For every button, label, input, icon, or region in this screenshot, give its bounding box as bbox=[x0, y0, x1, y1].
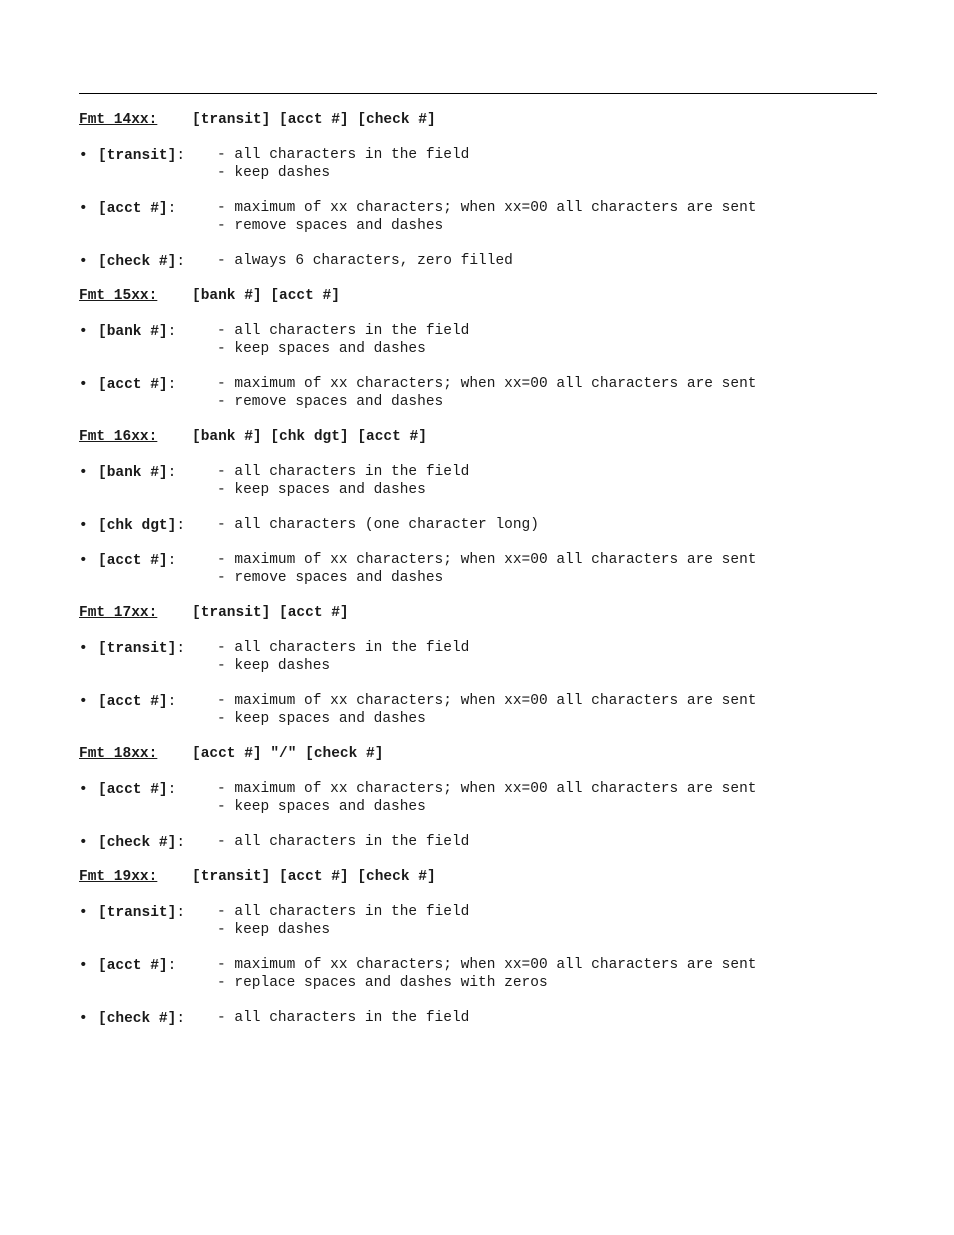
field-rule-item bbox=[79, 252, 879, 270]
field-name: [check #] bbox=[98, 254, 177, 270]
bullet-icon: • bbox=[79, 517, 88, 533]
field-rule-item bbox=[79, 833, 879, 851]
field-rule-item bbox=[79, 639, 879, 675]
field-name: [acct #] bbox=[98, 553, 168, 569]
section-heading bbox=[79, 111, 879, 129]
rule-line: - always 6 characters, zero filled bbox=[217, 253, 513, 269]
format-code: Fmt 14xx: bbox=[79, 112, 158, 128]
format-code: Fmt 18xx: bbox=[79, 746, 158, 762]
field-label bbox=[79, 692, 176, 710]
field-rule-item bbox=[79, 956, 879, 992]
rule-line: - all characters in the field bbox=[217, 904, 470, 920]
field-label bbox=[79, 322, 176, 340]
rule-line: - all characters in the field bbox=[217, 640, 470, 656]
field-rules bbox=[217, 146, 879, 182]
rule-line: - maximum of xx characters; when xx=00 all characters are sent bbox=[217, 552, 757, 568]
field-layout: [bank #] [acct #] bbox=[192, 288, 340, 304]
field-name: [acct #] bbox=[98, 201, 168, 217]
field-name: [acct #] bbox=[98, 958, 168, 974]
rule-line: - keep spaces and dashes bbox=[217, 341, 426, 357]
field-colon: : bbox=[167, 465, 177, 481]
field-rule-item bbox=[79, 146, 879, 182]
field-rule-item bbox=[79, 199, 879, 235]
field-label bbox=[79, 903, 185, 921]
bullet-icon: • bbox=[79, 781, 88, 797]
field-colon: : bbox=[176, 641, 186, 657]
rule-line: - all characters in the field bbox=[217, 147, 470, 163]
section-heading bbox=[79, 745, 879, 763]
field-colon: : bbox=[176, 148, 186, 164]
field-rule-item bbox=[79, 322, 879, 358]
field-colon: : bbox=[167, 694, 177, 710]
rule-line: - keep dashes bbox=[217, 165, 331, 181]
field-rule-item bbox=[79, 692, 879, 728]
bullet-icon: • bbox=[79, 323, 88, 339]
bullet-icon: • bbox=[79, 957, 88, 973]
field-label bbox=[79, 956, 176, 974]
field-layout: [bank #] [chk dgt] [acct #] bbox=[192, 429, 427, 445]
field-label bbox=[79, 146, 185, 164]
rule-line: - remove spaces and dashes bbox=[217, 570, 444, 586]
format-code: Fmt 15xx: bbox=[79, 288, 158, 304]
field-rule-item bbox=[79, 516, 879, 534]
field-name: [bank #] bbox=[98, 324, 168, 340]
format-section bbox=[79, 745, 879, 851]
field-rules bbox=[217, 551, 879, 587]
field-label bbox=[79, 375, 176, 393]
field-rule-item bbox=[79, 551, 879, 587]
field-colon: : bbox=[176, 518, 186, 534]
format-section bbox=[79, 868, 879, 1027]
format-code: Fmt 17xx: bbox=[79, 605, 158, 621]
bullet-icon: • bbox=[79, 834, 88, 850]
format-section bbox=[79, 604, 879, 728]
field-colon: : bbox=[167, 324, 177, 340]
rule-line: - maximum of xx characters; when xx=00 all characters are sent bbox=[217, 376, 757, 392]
format-section bbox=[79, 287, 879, 411]
format-section bbox=[79, 428, 879, 587]
field-layout: [transit] [acct #] [check #] bbox=[192, 869, 436, 885]
field-rules bbox=[217, 1009, 879, 1027]
field-rules bbox=[217, 903, 879, 939]
rule-line: - all characters in the field bbox=[217, 1010, 470, 1026]
field-colon: : bbox=[176, 1011, 186, 1027]
field-name: [transit] bbox=[98, 905, 177, 921]
rule-line: - keep dashes bbox=[217, 658, 331, 674]
rule-line: - all characters in the field bbox=[217, 323, 470, 339]
field-name: [acct #] bbox=[98, 782, 168, 798]
field-rules bbox=[217, 322, 879, 358]
rule-line: - maximum of xx characters; when xx=00 all characters are sent bbox=[217, 957, 757, 973]
field-rule-item bbox=[79, 903, 879, 939]
field-label bbox=[79, 639, 185, 657]
section-heading bbox=[79, 868, 879, 886]
field-colon: : bbox=[167, 201, 177, 217]
field-rules bbox=[217, 516, 879, 534]
field-colon: : bbox=[167, 553, 177, 569]
field-rules bbox=[217, 833, 879, 851]
field-label bbox=[79, 463, 176, 481]
field-rule-item bbox=[79, 780, 879, 816]
field-name: [transit] bbox=[98, 148, 177, 164]
section-heading bbox=[79, 604, 879, 622]
field-rules bbox=[217, 252, 879, 270]
rule-line: - all characters (one character long) bbox=[217, 517, 539, 533]
field-name: [chk dgt] bbox=[98, 518, 177, 534]
rule-line: - remove spaces and dashes bbox=[217, 218, 444, 234]
field-rules bbox=[217, 639, 879, 675]
field-label bbox=[79, 199, 176, 217]
bullet-icon: • bbox=[79, 376, 88, 392]
bullet-icon: • bbox=[79, 693, 88, 709]
rule-line: - keep dashes bbox=[217, 922, 331, 938]
format-section bbox=[79, 111, 879, 270]
rule-line: - maximum of xx characters; when xx=00 all characters are sent bbox=[217, 200, 757, 216]
field-label bbox=[79, 516, 185, 534]
field-label bbox=[79, 252, 185, 270]
field-name: [acct #] bbox=[98, 694, 168, 710]
field-name: [transit] bbox=[98, 641, 177, 657]
bullet-icon: • bbox=[79, 147, 88, 163]
field-colon: : bbox=[176, 835, 186, 851]
bullet-icon: • bbox=[79, 200, 88, 216]
bullet-icon: • bbox=[79, 640, 88, 656]
bullet-icon: • bbox=[79, 1010, 88, 1026]
field-rule-item bbox=[79, 463, 879, 499]
top-rule bbox=[79, 93, 877, 94]
field-rules bbox=[217, 956, 879, 992]
field-layout: [acct #] "/" [check #] bbox=[192, 746, 384, 762]
field-colon: : bbox=[176, 905, 186, 921]
field-colon: : bbox=[176, 254, 186, 270]
bullet-icon: • bbox=[79, 904, 88, 920]
field-rule-item bbox=[79, 375, 879, 411]
format-code: Fmt 16xx: bbox=[79, 429, 158, 445]
rule-line: - remove spaces and dashes bbox=[217, 394, 444, 410]
rule-line: - maximum of xx characters; when xx=00 all characters are sent bbox=[217, 693, 757, 709]
rule-line: - keep spaces and dashes bbox=[217, 711, 426, 727]
field-label bbox=[79, 833, 185, 851]
field-colon: : bbox=[167, 958, 177, 974]
field-name: [acct #] bbox=[98, 377, 168, 393]
field-name: [check #] bbox=[98, 1011, 177, 1027]
rule-line: - all characters in the field bbox=[217, 464, 470, 480]
field-label bbox=[79, 780, 176, 798]
bullet-icon: • bbox=[79, 552, 88, 568]
field-rule-item bbox=[79, 1009, 879, 1027]
field-name: [check #] bbox=[98, 835, 177, 851]
section-heading bbox=[79, 428, 879, 446]
field-layout: [transit] [acct #] [check #] bbox=[192, 112, 436, 128]
section-heading bbox=[79, 287, 879, 305]
rule-line: - maximum of xx characters; when xx=00 all characters are sent bbox=[217, 781, 757, 797]
rule-line: - replace spaces and dashes with zeros bbox=[217, 975, 548, 991]
field-label bbox=[79, 1009, 185, 1027]
field-rules bbox=[217, 375, 879, 411]
bullet-icon: • bbox=[79, 253, 88, 269]
field-label bbox=[79, 551, 176, 569]
field-rules bbox=[217, 463, 879, 499]
field-colon: : bbox=[167, 782, 177, 798]
rule-line: - all characters in the field bbox=[217, 834, 470, 850]
field-name: [bank #] bbox=[98, 465, 168, 481]
rule-line: - keep spaces and dashes bbox=[217, 799, 426, 815]
format-spec-document bbox=[79, 111, 879, 1044]
field-layout: [transit] [acct #] bbox=[192, 605, 349, 621]
format-code: Fmt 19xx: bbox=[79, 869, 158, 885]
bullet-icon: • bbox=[79, 464, 88, 480]
field-rules bbox=[217, 780, 879, 816]
field-colon: : bbox=[167, 377, 177, 393]
rule-line: - keep spaces and dashes bbox=[217, 482, 426, 498]
field-rules bbox=[217, 692, 879, 728]
field-rules bbox=[217, 199, 879, 235]
